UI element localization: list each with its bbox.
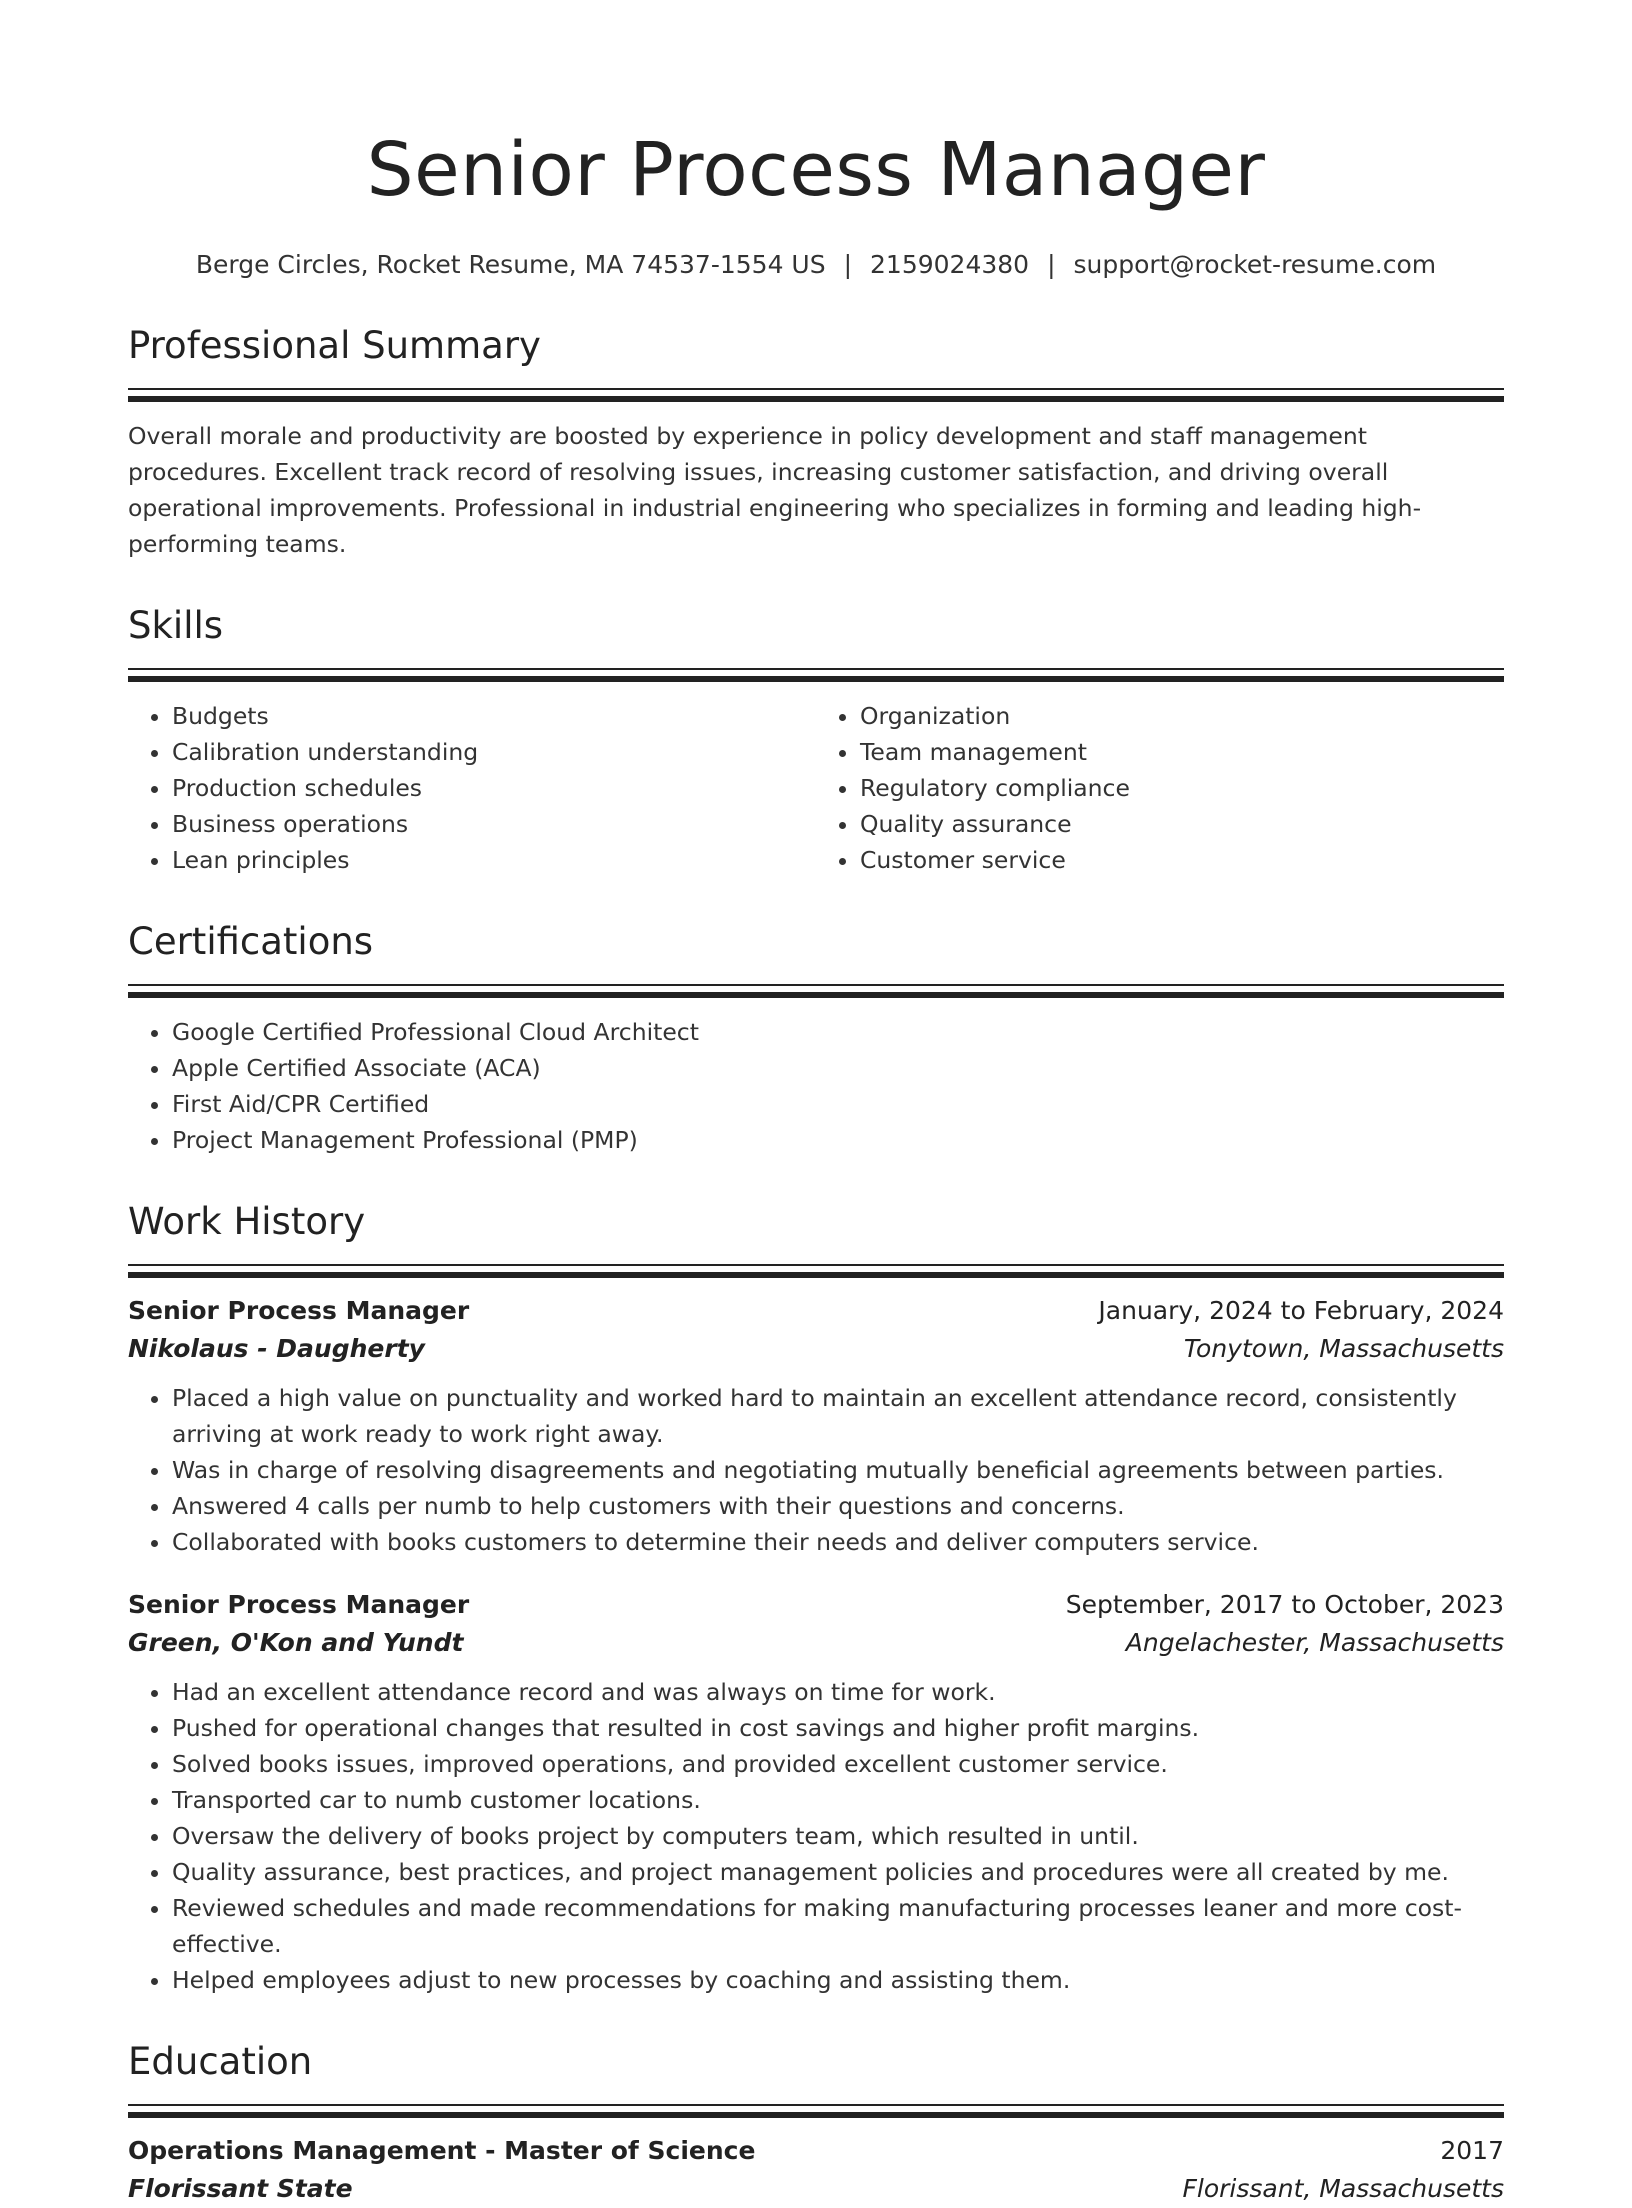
education-school: Florissant State xyxy=(128,2174,353,2203)
contact-email: support@rocket-resume.com xyxy=(1073,250,1437,279)
contact-phone: 2159024380 xyxy=(870,250,1030,279)
certification-item: • Project Management Professional (PMP) xyxy=(172,1122,1504,1158)
skill-item: • Production schedules xyxy=(172,770,816,806)
certifications-section xyxy=(128,918,1504,1158)
certification-item: • Google Certified Professional Cloud Architect xyxy=(172,1014,1504,1050)
job-bullet: • Reviewed schedules and made recommendations for making manufacturing processes leaner and more cost-effective. xyxy=(172,1890,1504,1962)
job-entry xyxy=(128,1586,1504,1998)
job-subheader xyxy=(128,1624,1504,1662)
job-bullet: • Oversaw the delivery of books project by computers team, which resulted in until. xyxy=(172,1818,1504,1854)
job-location: Angelachester, Massachusetts xyxy=(1125,1628,1504,1657)
skills-section xyxy=(128,602,1504,878)
certification-item: • Apple Certified Associate (ACA) xyxy=(172,1050,1504,1086)
job-title: Senior Process Manager xyxy=(128,1590,470,1619)
job-bullet: • Had an excellent attendance record and was always on time for work. xyxy=(172,1674,1504,1710)
job-bullet: • Solved books issues, improved operations, and provided excellent customer service. xyxy=(172,1746,1504,1782)
job-title: Senior Process Manager xyxy=(128,1296,470,1325)
skills-left-list xyxy=(128,698,816,878)
skills-heading: Skills xyxy=(128,604,224,647)
job-bullet: • Helped employees adjust to new processes by coaching and assisting them. xyxy=(172,1962,1504,1998)
skill-item: • Team management xyxy=(860,734,1504,770)
job-bullets xyxy=(128,1674,1504,1998)
job-bullet: • Transported car to numb customer locations. xyxy=(172,1782,1504,1818)
job-bullet: • Placed a high value on punctuality and worked hard to maintain an excellent attendance record, consistently arriving at work ready to work right away. xyxy=(172,1380,1504,1452)
education-location: Florissant, Massachusetts xyxy=(1182,2174,1504,2203)
job-company: Green, O'Kon and Yundt xyxy=(128,1628,464,1657)
job-header xyxy=(128,1586,1504,1624)
job-bullet: • Collaborated with books customers to determine their needs and deliver computers service. xyxy=(172,1524,1504,1560)
job-bullets xyxy=(128,1380,1504,1560)
skill-item: • Lean principles xyxy=(172,842,816,878)
contact-address: Berge Circles, Rocket Resume, MA 74537-1554 US xyxy=(195,250,826,279)
job-bullet: • Was in charge of resolving disagreements and negotiating mutually beneficial agreements between parties. xyxy=(172,1452,1504,1488)
job-location: Tonytown, Massachusetts xyxy=(1183,1334,1504,1363)
summary-text: Overall morale and productivity are boosted by experience in policy development and staff management procedures. Excellent track record of resolving issues, increasing customer satisfaction, and driving overall operational improvements. Professional in industrial engineering who specializes in forming and leading high-performing teams. xyxy=(128,422,1422,558)
skill-item: • Business operations xyxy=(172,806,816,842)
skill-item: • Regulatory compliance xyxy=(860,770,1504,806)
skill-item: • Customer service xyxy=(860,842,1504,878)
skill-item: • Quality assurance xyxy=(860,806,1504,842)
summary-heading: Professional Summary xyxy=(128,324,541,367)
skill-item: • Organization xyxy=(860,698,1504,734)
job-dates: September, 2017 to October, 2023 xyxy=(1065,1590,1504,1619)
section-divider xyxy=(128,1264,1504,1278)
education-year: 2017 xyxy=(1440,2136,1504,2165)
skill-item: • Calibration understanding xyxy=(172,734,816,770)
job-entry xyxy=(128,1292,1504,1560)
job-header xyxy=(128,1292,1504,1330)
education-degree: Operations Management - Master of Science xyxy=(128,2136,756,2165)
education-section xyxy=(128,2038,1504,2208)
section-divider xyxy=(128,2104,1504,2118)
contact-separator: | xyxy=(1047,250,1056,279)
summary-section xyxy=(128,322,1504,562)
work-history-section xyxy=(128,1198,1504,1998)
skills-columns xyxy=(128,682,1504,878)
work-history-heading: Work History xyxy=(128,1200,366,1243)
contact-line xyxy=(128,248,1504,282)
education-entry xyxy=(128,2132,1504,2208)
certifications-list xyxy=(128,1014,1504,1158)
job-dates: January, 2024 to February, 2024 xyxy=(1098,1296,1504,1325)
skills-right-list xyxy=(816,698,1504,878)
section-divider xyxy=(128,984,1504,998)
job-bullet: • Quality assurance, best practices, and project management policies and procedures were all created by me. xyxy=(172,1854,1504,1890)
certifications-heading: Certifications xyxy=(128,920,374,963)
skill-item: • Budgets xyxy=(172,698,816,734)
section-divider xyxy=(128,388,1504,402)
education-heading: Education xyxy=(128,2040,313,2083)
job-bullet: • Pushed for operational changes that resulted in cost savings and higher profit margins. xyxy=(172,1710,1504,1746)
job-subheader xyxy=(128,1330,1504,1368)
resume-name: Senior Process Manager xyxy=(366,127,1266,213)
contact-separator: | xyxy=(843,250,853,279)
job-company: Nikolaus - Daugherty xyxy=(128,1334,425,1363)
certification-item: • First Aid/CPR Certified xyxy=(172,1086,1504,1122)
education-subheader xyxy=(128,2170,1504,2208)
education-header xyxy=(128,2132,1504,2170)
job-bullet: • Answered 4 calls per numb to help customers with their questions and concerns. xyxy=(172,1488,1504,1524)
section-divider xyxy=(128,668,1504,682)
